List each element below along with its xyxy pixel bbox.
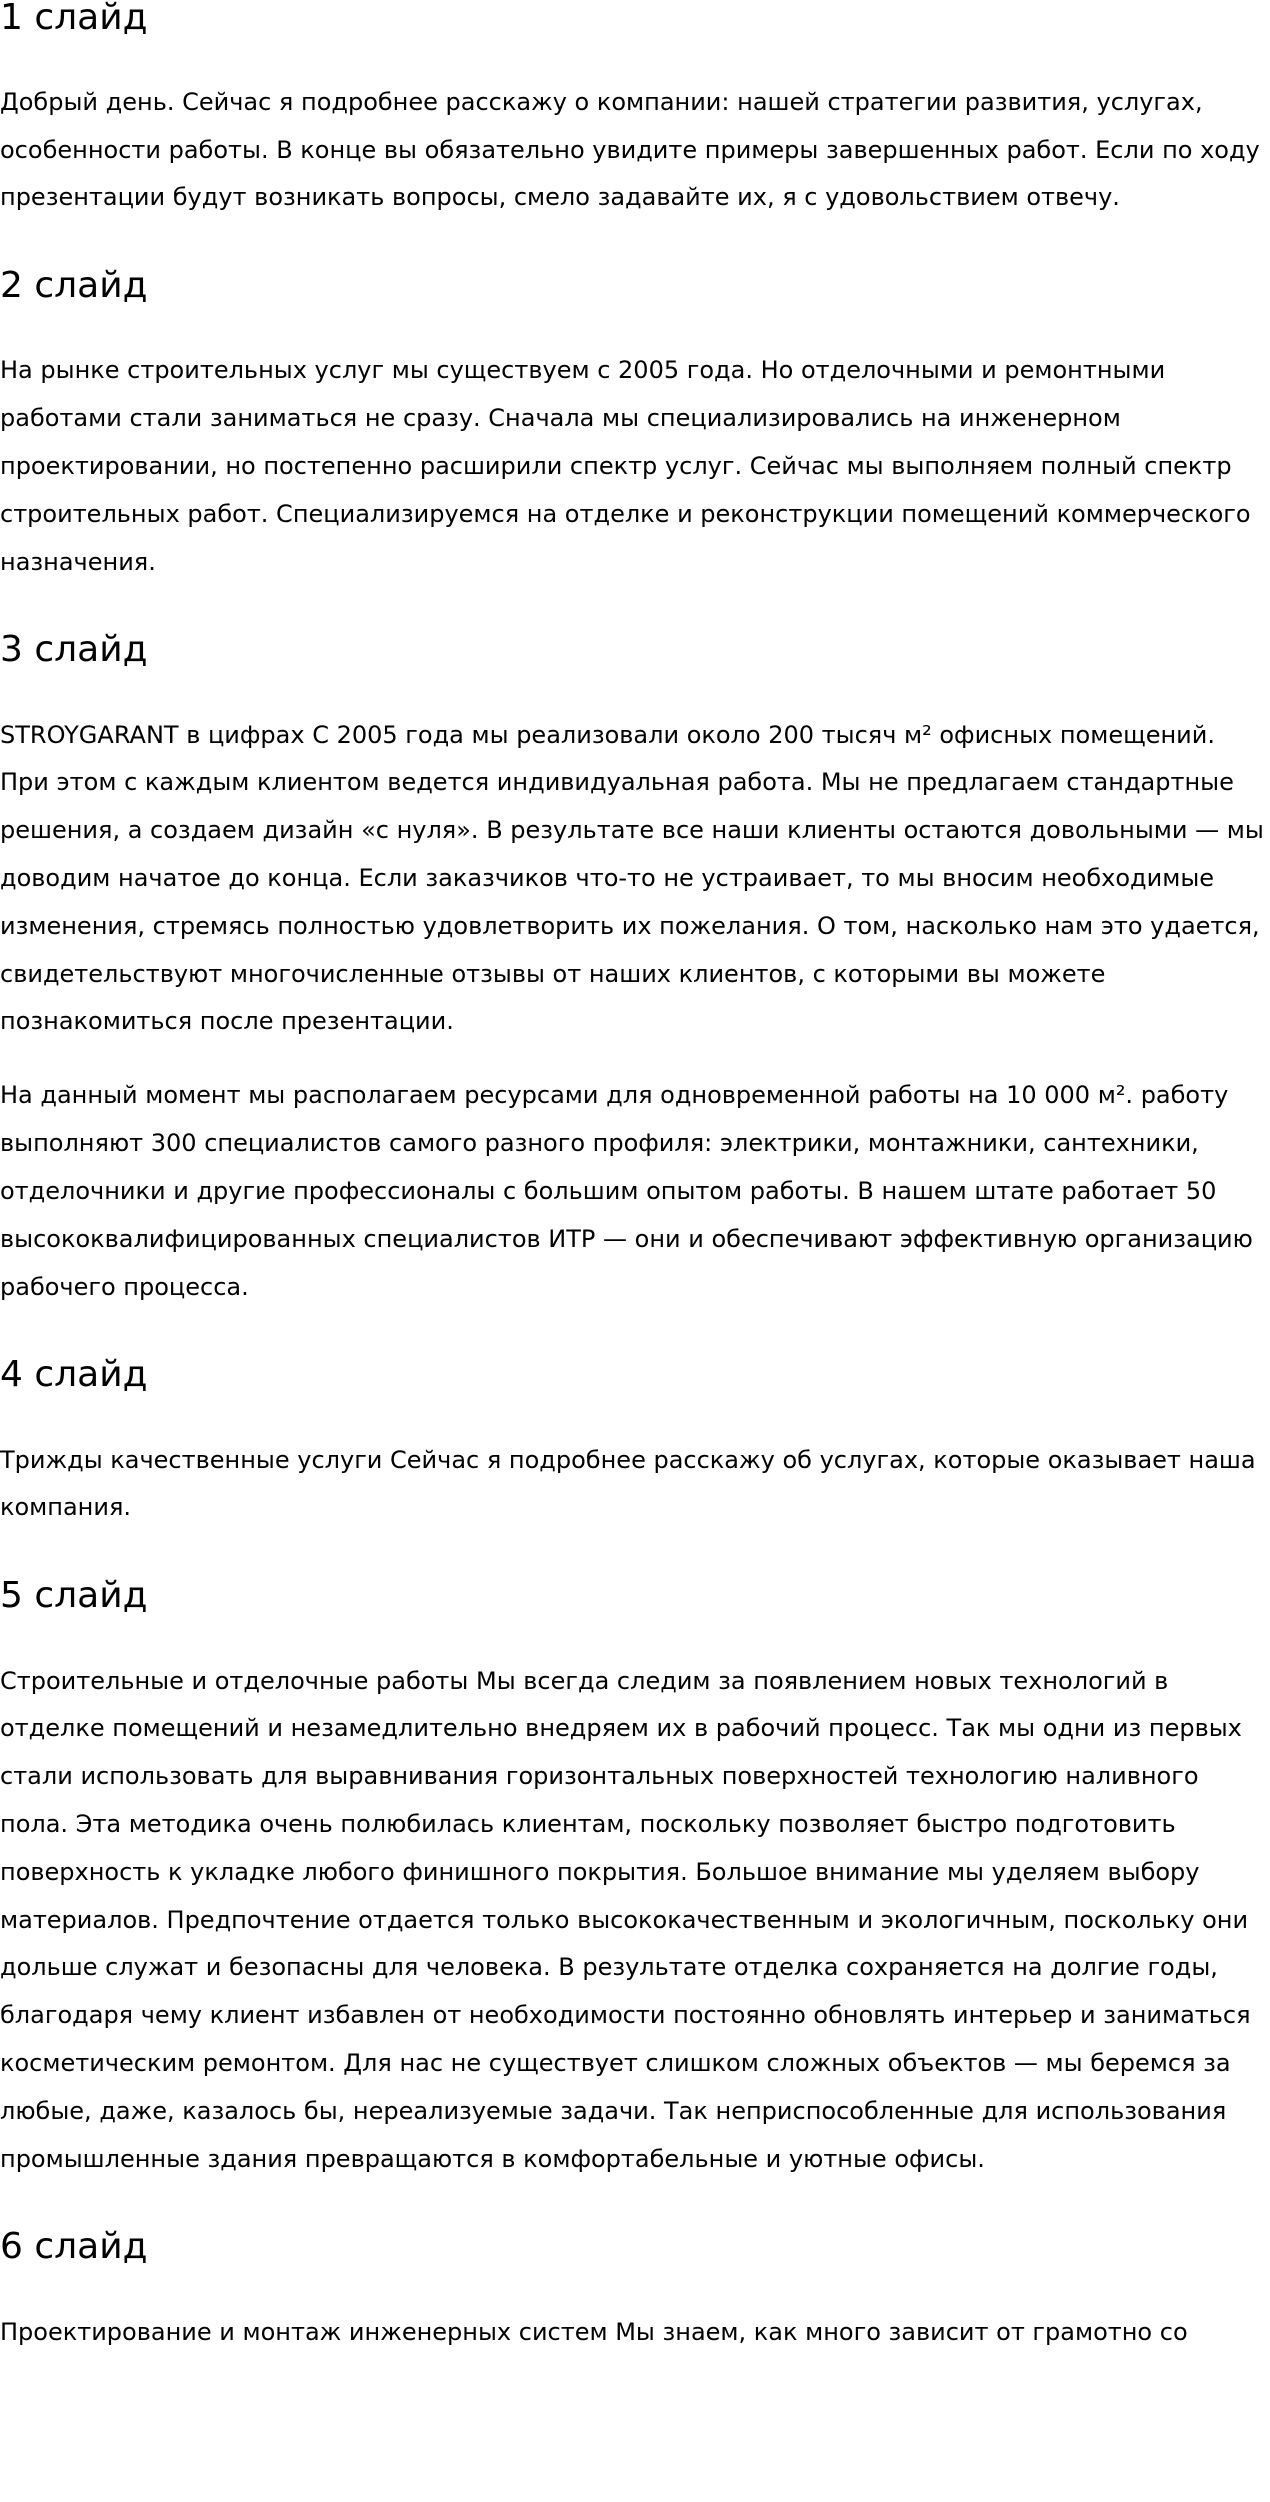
- slide-section-3: [0, 626, 1270, 1311]
- slide-section-5: [0, 1572, 1270, 2183]
- slide-section-1: [0, 0, 1270, 222]
- slide-paragraph: Трижды качественные услуги Сейчас я подробнее расскажу об услугах, которые оказывает наша компания.: [0, 1445, 1256, 1522]
- slide-paragraph: Добрый день. Сейчас я подробнее расскажу о компании: нашей стратегии развития, услугах, особенности работы. В конце вы обязательно увидите примеры завершенных работ. Если по ходу презентации будут возникать вопросы, смело задавайте их, я с удовольствием отвечу.: [0, 87, 1260, 212]
- slide-heading: 3 слайд: [0, 629, 148, 671]
- slide-paragraph: Проектирование и монтаж инженерных систем Мы знаем, как много зависит от грамотно со: [0, 2317, 1188, 2346]
- slide-heading: 4 слайд: [0, 1354, 148, 1396]
- slide-paragraph: STROYGARANT в цифрах С 2005 года мы реализовали около 200 тысяч м² офисных помещений. При этом с каждым клиентом ведется индивидуальная работа. Мы не предлагаем стандартные решения, а создаем дизайн «с нуля». В результате все наши клиенты остаются довольными — мы доводим начатое до конца. Если заказчиков что-то не устраивает, то мы вносим необходимые изменения, стремясь полностью удовлетворить их пожелания. О том, насколько нам это удается, свидетельствуют многочисленные отзывы от наших клиентов, с которыми вы можете познакомиться после презентации.: [0, 720, 1264, 1036]
- slide-section-4: [0, 1351, 1270, 1532]
- slide-section-6: [0, 2223, 1270, 2356]
- slide-heading: 2 слайд: [0, 265, 148, 307]
- slide-heading: 6 слайд: [0, 2226, 148, 2268]
- slide-paragraph: Строительные и отделочные работы Мы всегда следим за появлением новых технологий в отделке помещений и незамедлительно внедряем их в рабочий процесс. Так мы одни из первых стали использовать для выравнивания горизонтальных поверхностей технологию наливного пола. Эта методика очень полюбилась клиентам, поскольку позволяет быстро подготовить поверхность к укладке любого финишного покрытия. Большое внимание мы уделяем выбору материалов. Предпочтение отдается только высококачественным и экологичным, поскольку они дольше служат и безопасны для человека. В результате отделка сохраняется на долгие годы, благодаря чему клиент избавлен от необходимости постоянно обновлять интерьер и заниматься косметическим ремонтом. Для нас не существует слишком сложных объектов — мы беремся за любые, даже, казалось бы, нереализуемые задачи. Так неприспособленные для использования промышленные здания превращаются в комфортабельные и уютные офисы.: [0, 1666, 1251, 2173]
- slide-paragraph: На данный момент мы располагаем ресурсами для одновременной работы на 10 000 м². работу выполняют 300 специалистов самого разного профиля: электрики, монтажники, сантехники, отделочники и другие профессионалы с большим опытом работы. В нашем штате работает 50 высококвалифицированных специалистов ИТР — они и обеспечивают эффективную организацию рабочего процесса.: [0, 1081, 1253, 1301]
- slide-heading: 5 слайд: [0, 1575, 148, 1617]
- slide-heading: 1 слайд: [0, 0, 148, 38]
- slide-paragraph: На рынке строительных услуг мы существуем с 2005 года. Но отделочными и ремонтными работами стали заниматься не сразу. Сначала мы специализировались на инженерном проектировании, но постепенно расширили спектр услуг. Сейчас мы выполняем полный спектр строительных работ. Специализируемся на отделке и реконструкции помещений коммерческого назначения.: [0, 356, 1251, 576]
- slide-section-2: [0, 262, 1270, 586]
